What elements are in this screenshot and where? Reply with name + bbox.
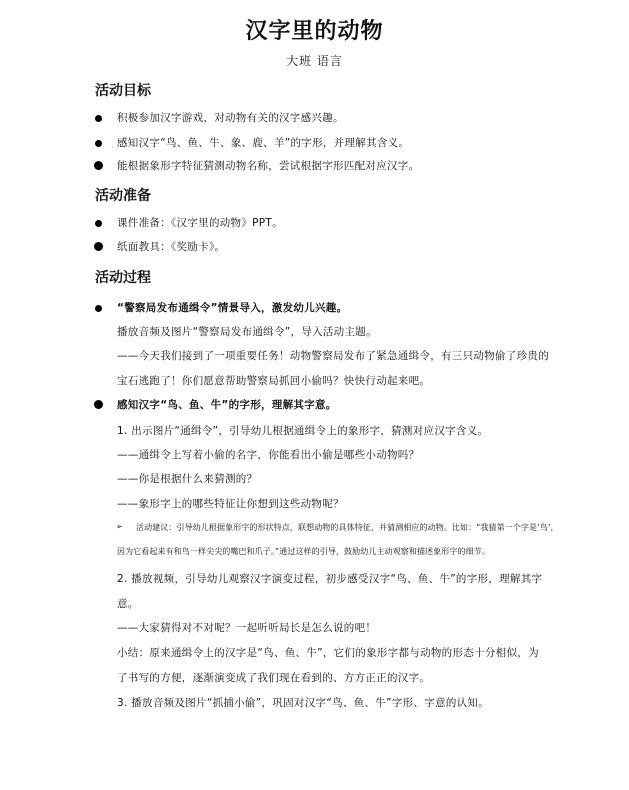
step2-line: 意。 <box>117 598 139 610</box>
step1-line: ——今天我们接到了一项重要任务！动物警察局发布了紧急通缉令，有三只动物偷了珍贵的 <box>117 350 549 362</box>
bullet-icon <box>95 305 102 312</box>
goal-item: 积极参加汉字游戏，对动物有关的汉字感兴趣。 <box>117 112 344 124</box>
page-title: 汉字里的动物 <box>245 19 384 44</box>
step1-line: 宝石逃跑了！你们愿意帮助警察局抓回小偷吗？快快行动起来吧。 <box>117 375 431 387</box>
summary-line: 小结：原来通缉令上的汉字是“鸟、鱼、牛”，它们的象形字都与动物的形态十分相似，为 <box>117 647 539 659</box>
step2-line: ——你是根据什么来猜测的？ <box>117 473 258 485</box>
step2-line: 1. 出示图片“通缉令”，引导幼儿根据通缉令上的象形字，猜测对应汉字含义。 <box>117 425 489 437</box>
tip-line: 活动建议：引导幼儿根据象形字的形状特点，联想动物的具体特征，并猜测相应的动物。比如：“我猜第一个字是‘鸟’， <box>136 523 559 532</box>
bullet-icon <box>95 115 102 122</box>
summary-line: 了书写的方便，逐渐演变成了我们现在看到的、方方正正的汉字。 <box>117 672 431 684</box>
section-heading-prep: 活动准备 <box>95 188 151 204</box>
goal-item: 感知汉字“鸟、鱼、牛、象、鹿、羊”的字形，并理解其含义。 <box>117 137 410 149</box>
arrow-bullet-icon: ➢ <box>116 522 123 531</box>
prep-item: 课件准备：《汉字里的动物》PPT。 <box>117 217 283 229</box>
step1-title: “警察局发布通缉令”情景导入，激发幼儿兴趣。 <box>117 302 348 314</box>
bullet-icon <box>95 140 102 147</box>
step2-line: 2. 播放视频，引导幼儿观察汉字演变过程，初步感受汉字“鸟、鱼、牛”的字形，理解其字 <box>117 573 543 585</box>
step2-line: ——象形字上的哪些特征让你想到这些动物呢？ <box>117 498 344 510</box>
page-subtitle: 大班 语言 <box>286 54 343 68</box>
step1-line: 播放音频及图片“警察局发布通缉令”，导入活动主题。 <box>117 326 377 338</box>
tip-line: 因为它看起来有和鸟一样尖尖的嘴巴和爪子。”通过这样的引导，鼓励幼儿主动观察和描述象形字的细节。 <box>117 547 490 556</box>
step2-title: 感知汉字“鸟、鱼、牛”的字形，理解其字意。 <box>117 399 337 411</box>
step2-line: 3. 播放音频及图片“抓捕小偷”，巩固对汉字“鸟、鱼、牛”字形、字意的认知。 <box>117 697 490 709</box>
bullet-icon <box>94 161 103 170</box>
step2-line: ——大家猜得对不对呢？一起听听局长是怎么说的吧！ <box>117 622 377 634</box>
section-heading-process: 活动过程 <box>95 270 151 286</box>
prep-item: 纸面教具：《奖励卡》。 <box>117 241 226 253</box>
goal-item: 能根据象形字特征猜测动物名称，尝试根据字形匹配对应汉字。 <box>117 160 420 172</box>
bullet-icon <box>95 220 102 227</box>
step2-line: ——通缉令上写着小偷的名字，你能看出小偷是哪些小动物吗？ <box>117 449 420 461</box>
bullet-icon <box>94 242 103 251</box>
bullet-icon <box>94 400 103 409</box>
section-heading-goals: 活动目标 <box>95 83 151 99</box>
